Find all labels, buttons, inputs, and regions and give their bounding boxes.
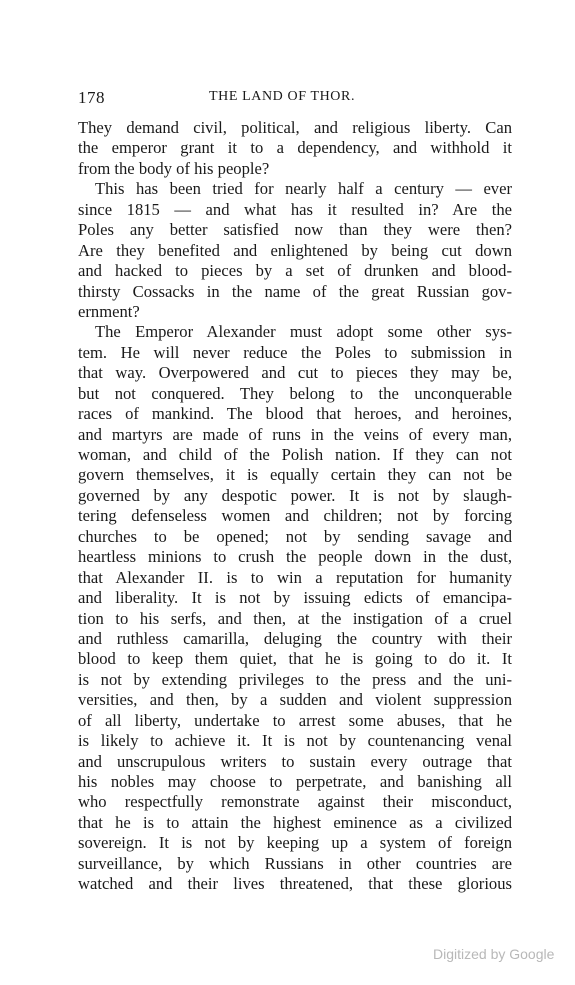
page-number: 178 [78, 88, 105, 107]
text-line: races of mankind. The blood that heroes, and heroines, [78, 404, 512, 424]
text-line: watched and their lives threatened, that these glorious [78, 874, 512, 894]
text-line: This has been tried for nearly half a century — ever [95, 179, 512, 199]
text-line: of all liberty, undertake to arrest some abuses, that he [78, 710, 512, 730]
text-line: tem. He will never reduce the Poles to submission in [78, 342, 512, 362]
text-line: woman, and child of the Polish nation. If they can not [78, 445, 512, 464]
text-line: since 1815 — and what has it resulted in? Are the [78, 199, 512, 219]
text-line: surveillance, by which Russians in other countries are [78, 853, 512, 873]
text-line: sovereign. It is not by keeping up a system of foreign [78, 833, 512, 853]
text-line: They demand civil, political, and religious liberty. Can [78, 118, 512, 137]
running-title: THE LAND OF THOR. [209, 89, 356, 104]
text-line: and martyrs are made of runs in the veins of every man, [78, 424, 512, 444]
text-line: that way. Overpowered and cut to pieces they may be, [78, 363, 512, 383]
text-line: who respectfully remonstrate against their misconduct, [78, 792, 512, 812]
text-line: is not by extending privileges to the press and the uni- [78, 669, 512, 689]
digitized-watermark: Digitized by Google [433, 946, 555, 962]
text-line: blood to keep them quiet, that he is going to do it. It [78, 649, 512, 669]
text-line: thirsty Cossacks in the name of the great Russian gov- [78, 281, 512, 301]
body-text [78, 118, 512, 895]
text-line: that Alexander II. is to win a reputation for humanity [78, 567, 512, 587]
text-line: is likely to achieve it. It is not by countenancing venal [78, 731, 512, 751]
text-line: tering defenseless women and children; not by forcing [78, 506, 512, 526]
text-line: his nobles may choose to perpetrate, and banishing all [78, 772, 512, 791]
text-line: and unscrupulous writers to sustain every outrage that [78, 751, 512, 771]
text-line: but not conquered. They belong to the unconquerable [78, 383, 512, 403]
text-line: Are they benefited and enlightened by being cut down [78, 240, 512, 260]
text-line: tion to his serfs, and then, at the instigation of a cruel [78, 608, 512, 628]
text-line: and ruthless camarilla, deluging the country with their [78, 628, 512, 648]
text-line: churches to be opened; not by sending savage and [78, 526, 512, 546]
text-line: heartless minions to crush the people down in the dust, [78, 547, 512, 567]
text-line: The Emperor Alexander must adopt some other sys- [95, 322, 512, 342]
text-line: from the body of his people? [78, 158, 270, 178]
page-header [78, 88, 512, 110]
text-line: versities, and then, by a sudden and violent suppression [78, 690, 512, 710]
text-line: govern themselves, it is equally certain they can not be [78, 465, 512, 485]
text-line: and hacked to pieces by a set of drunken and blood- [78, 261, 512, 281]
text-line: ernment? [78, 301, 140, 321]
text-line: governed by any despotic power. It is not by slaugh- [78, 485, 512, 505]
text-line: and liberality. It is not by issuing edicts of emancipa- [78, 588, 512, 608]
text-line: that he is to attain the highest eminence as a civilized [78, 812, 512, 832]
text-line: the emperor grant it to a dependency, and withhold it [78, 138, 512, 158]
text-line: Poles any better satisfied now than they were then? [78, 220, 512, 240]
